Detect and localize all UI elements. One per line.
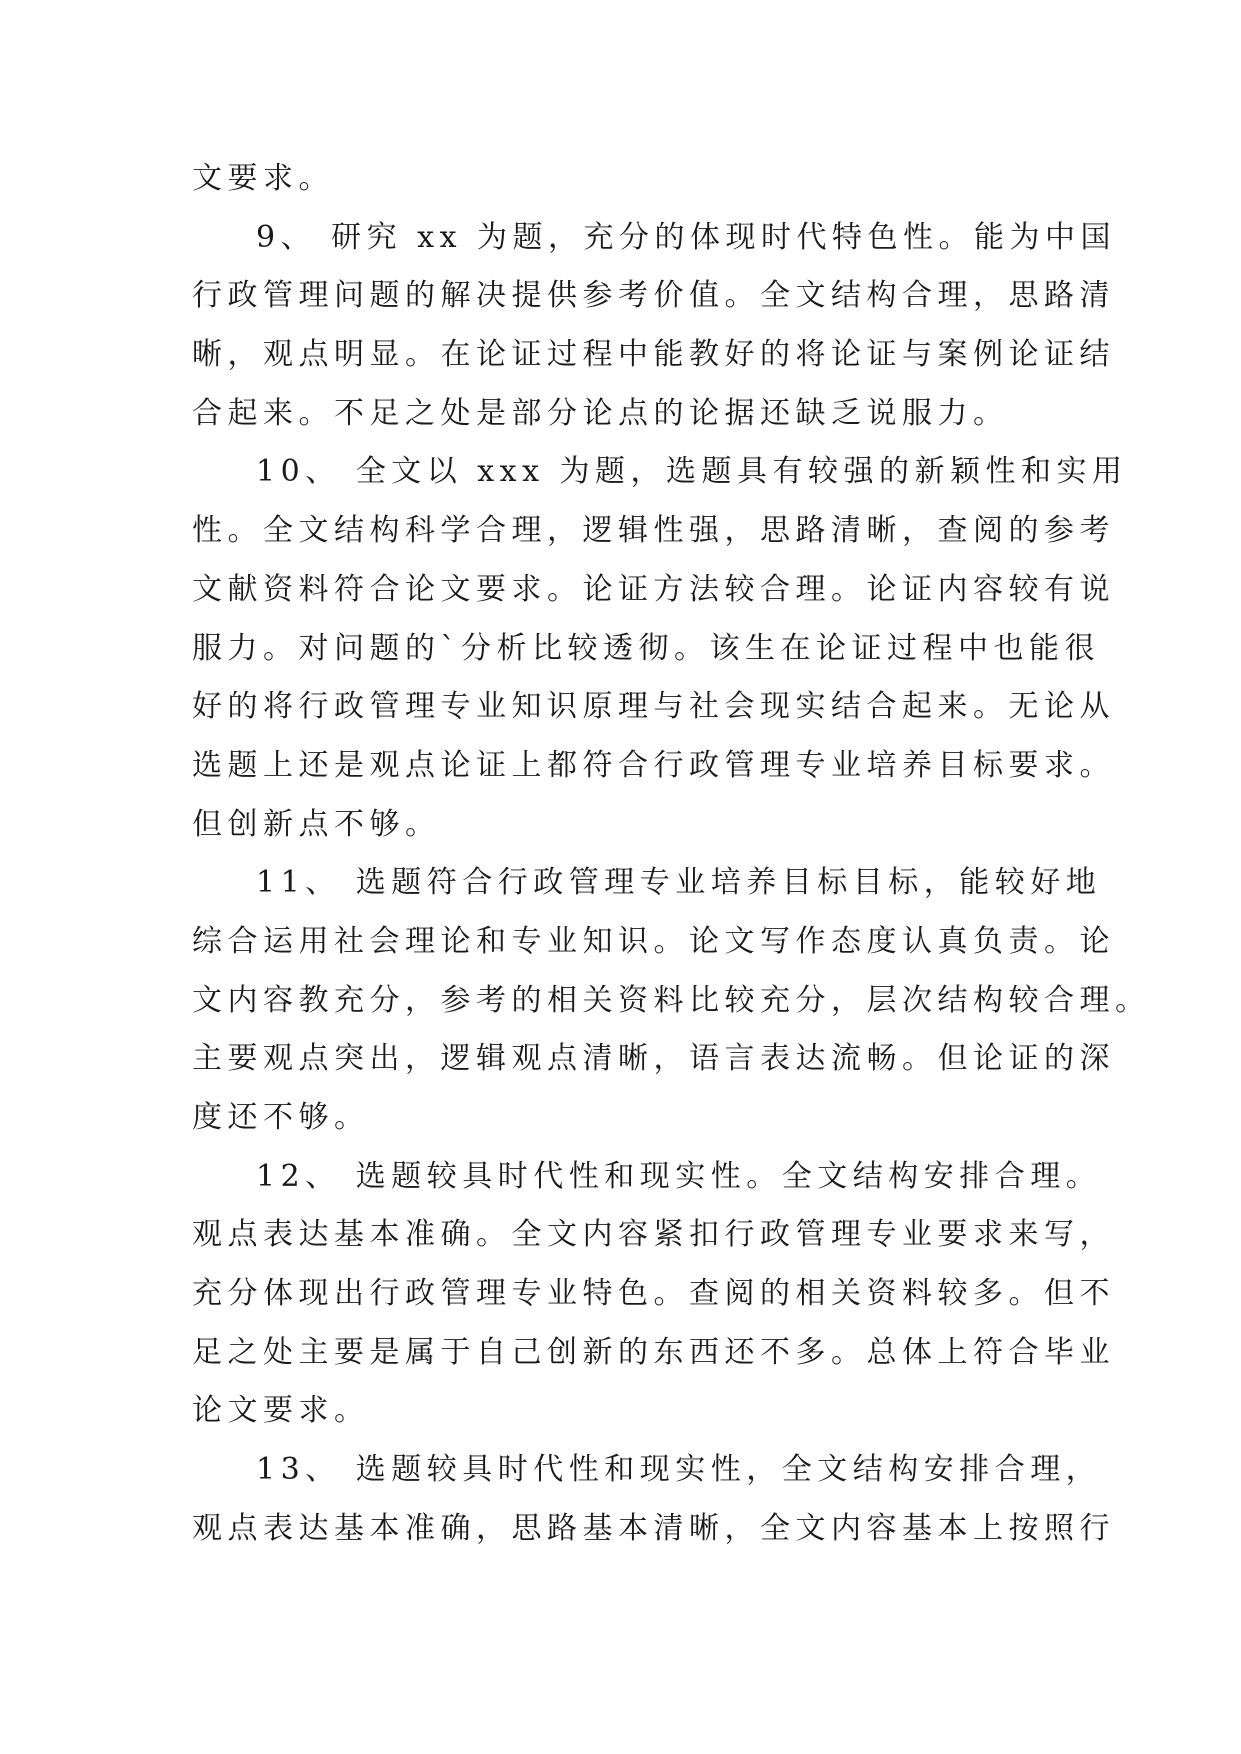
paragraph-item-9: [192, 209, 1117, 444]
text-line: 10、 全文以 xxx 为题，选题具有较强的新颖性和实用: [256, 454, 1128, 490]
text-line: 好的将行政管理专业知识原理与社会现实结合起来。无论从: [192, 689, 1115, 725]
text-line: 观点表达基本准确。全文内容紧扣行政管理专业要求来写，: [192, 1217, 1115, 1253]
text-line: 合起来。不足之处是部分论点的论据还缺乏说服力。: [192, 395, 1009, 431]
paragraph-item-13: [192, 1441, 1115, 1558]
text-line: 充分体现出行政管理专业特色。查阅的相关资料较多。但不: [192, 1276, 1115, 1312]
text-line: 文献资料符合论文要求。论证方法较合理。论证内容较有说: [192, 571, 1115, 607]
text-line: 足之处主要是属于自己创新的东西还不多。总体上符合毕业: [192, 1334, 1115, 1370]
text-line: 11、 选题符合行政管理专业培养目标目标，能较好地: [256, 865, 1102, 901]
text-line: 度还不够。: [192, 1100, 370, 1135]
text-line: 服力。对问题的`分析比较透彻。该生在论证过程中也能很: [192, 630, 1100, 666]
text-line: 观点表达基本准确，思路基本清晰，全文内容基本上按照行: [192, 1510, 1115, 1546]
paragraph-item-10: [192, 443, 1128, 854]
text-line: 但创新点不够。: [192, 806, 441, 842]
text-line: 性。全文结构科学合理，逻辑性强，思路清晰，查阅的参考: [192, 513, 1115, 549]
paragraph-continuation: [192, 150, 1067, 209]
text-line: 论文要求。: [192, 1393, 370, 1429]
text-line: 主要观点突出，逻辑观点清晰，语言表达流畅。但论证的深: [192, 1041, 1115, 1077]
text-line: 12、 选题较具时代性和现实性。全文结构安排合理。: [256, 1158, 1102, 1194]
text-line: 晰，观点明显。在论证过程中能教好的将论证与案例论证结: [192, 337, 1115, 373]
text-line: 选题上还是观点论证上都符合行政管理专业培养目标要求。: [192, 747, 1115, 783]
text-line: 文要求。: [192, 161, 334, 196]
paragraph-item-11: [192, 854, 1151, 1147]
text-line: 行政管理问题的解决提供参考价值。全文结构合理，思路清: [192, 278, 1115, 314]
document-body: [192, 150, 1151, 1559]
text-line: 综合运用社会理论和专业知识。论文写作态度认真负责。论: [192, 923, 1115, 959]
text-line: 文内容教充分，参考的相关资料比较充分，层次结构较合理。: [192, 982, 1151, 1018]
text-line: 9、 研究 xx 为题，充分的体现时代特色性。能为中国: [256, 219, 1117, 255]
paragraph-item-12: [192, 1148, 1115, 1441]
text-line: 13、 选题较具时代性和现实性，全文结构安排合理，: [256, 1452, 1102, 1488]
